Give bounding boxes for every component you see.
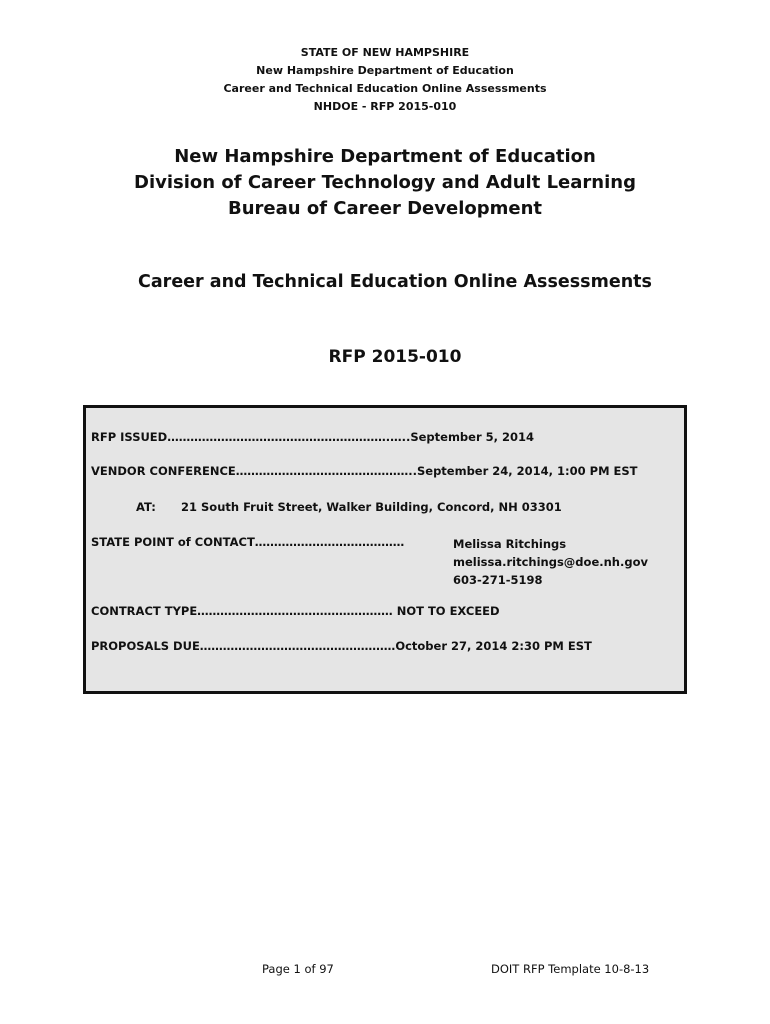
title-bureau: Bureau of Career Development bbox=[228, 198, 542, 219]
header-department: New Hampshire Department of Education bbox=[256, 64, 514, 77]
rfp-number: RFP 2015-010 bbox=[328, 347, 462, 367]
page-number: Page 1 of 97 bbox=[262, 962, 334, 976]
document-header bbox=[0, 44, 770, 116]
document-subtitle: Career and Technical Education Online Assessments bbox=[138, 272, 652, 292]
template-label: DOIT RFP Template 10-8-13 bbox=[491, 962, 650, 976]
rfp-issued-label: RFP ISSUED………………………………………………….….. bbox=[91, 430, 411, 444]
vendor-conference-label: VENDOR CONFERENCE……………………………………….. bbox=[91, 464, 417, 478]
rfp-details-box bbox=[83, 405, 687, 694]
conference-location-label: AT: bbox=[136, 500, 156, 514]
proposals-due-value: October 27, 2014 2:30 PM EST bbox=[395, 639, 592, 653]
contact-label: STATE POINT of CONTACT………………………………… bbox=[91, 535, 405, 549]
rfp-issued-value: September 5, 2014 bbox=[410, 430, 535, 444]
title-department: New Hampshire Department of Education bbox=[174, 146, 596, 167]
proposals-due-label: PROPOSALS DUE…………………………………………… bbox=[91, 639, 396, 653]
vendor-conference-row bbox=[91, 464, 638, 478]
contact-phone: 603-271-5198 bbox=[453, 573, 543, 587]
contact-email: melissa.ritchings@doe.nh.gov bbox=[453, 555, 648, 569]
contact-info bbox=[453, 535, 648, 589]
header-project: Career and Technical Education Online Assessments bbox=[223, 82, 547, 95]
contact-name: Melissa Ritchings bbox=[453, 537, 567, 551]
proposals-due-row bbox=[91, 639, 592, 653]
title-block bbox=[0, 144, 770, 222]
header-rfp-id: NHDOE - RFP 2015-010 bbox=[313, 100, 457, 113]
header-state: STATE OF NEW HAMPSHIRE bbox=[300, 46, 470, 59]
contract-type-value: NOT TO EXCEED bbox=[396, 604, 500, 618]
rfp-issued-row bbox=[91, 430, 534, 444]
vendor-conference-value: September 24, 2014, 1:00 PM EST bbox=[416, 464, 638, 478]
contract-type-label: CONTRACT TYPE…………………………………………… bbox=[91, 604, 397, 618]
conference-location-value: 21 South Fruit Street, Walker Building, Concord, NH 03301 bbox=[181, 500, 562, 514]
contract-type-row bbox=[91, 604, 500, 618]
title-division: Division of Career Technology and Adult Learning bbox=[134, 172, 636, 193]
